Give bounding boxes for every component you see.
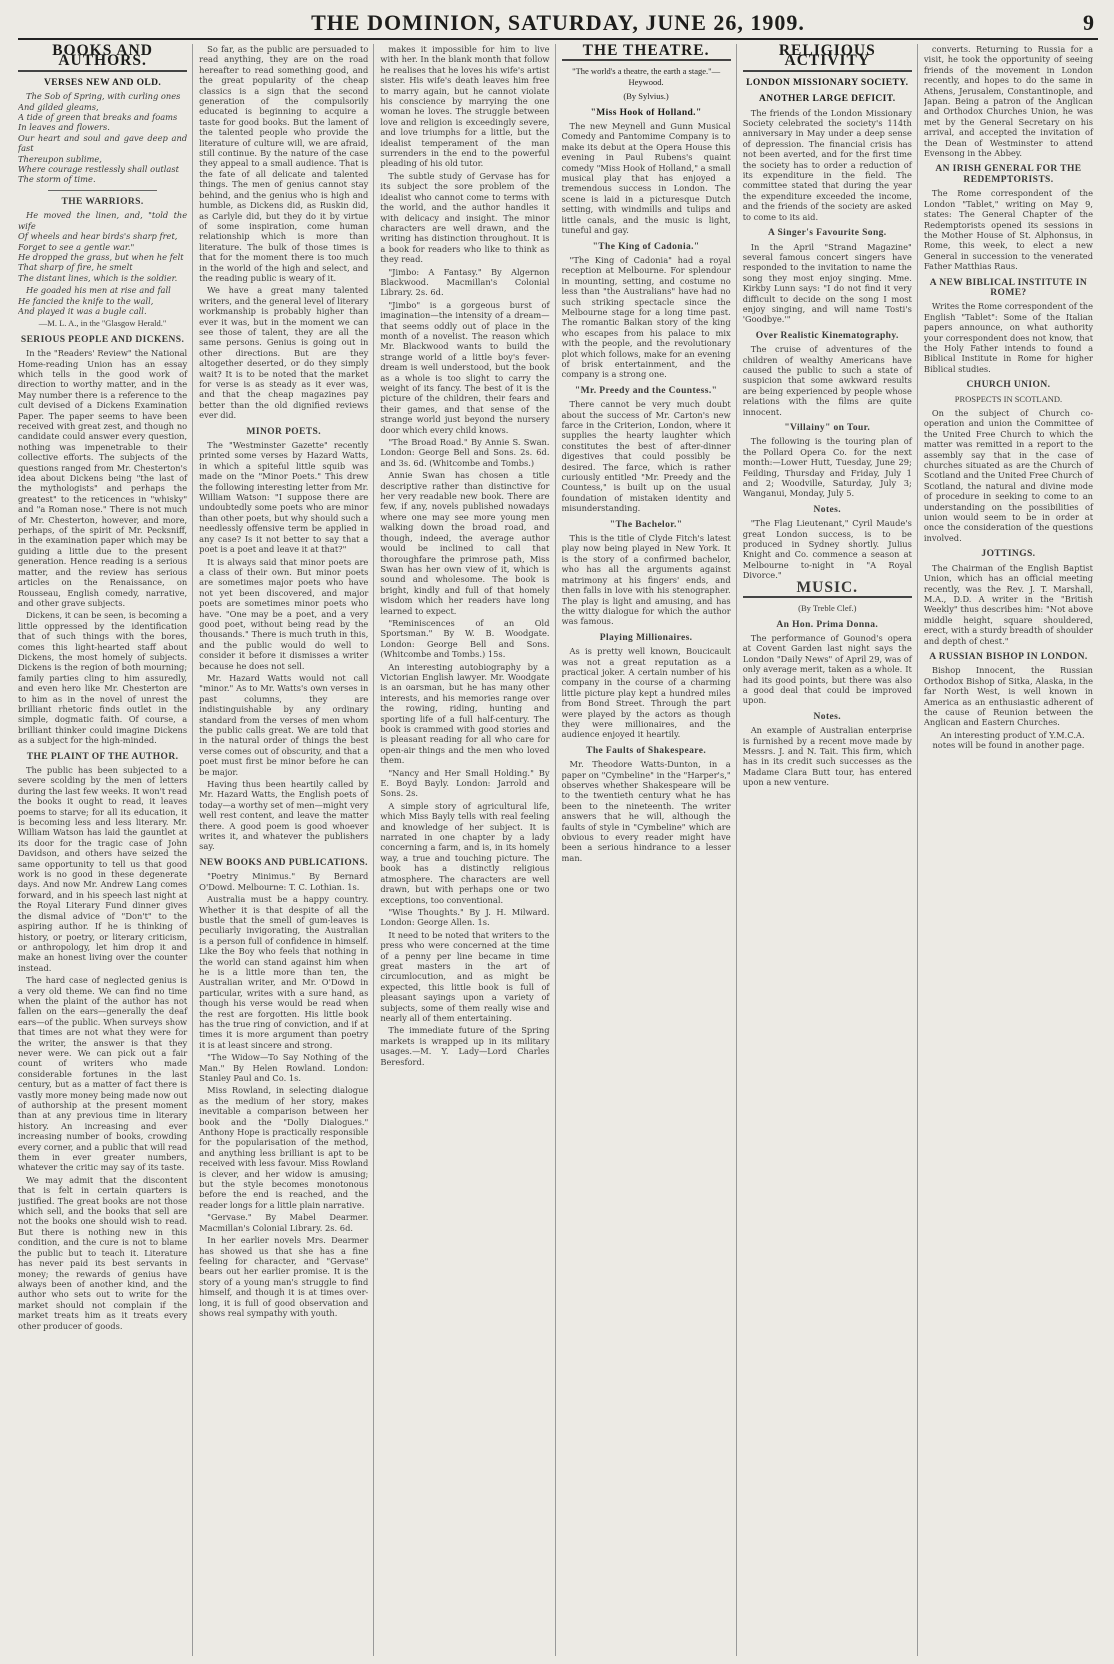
column-books-and-authors — [18, 44, 193, 1656]
theatre-byline: (By Sylvius.) — [623, 91, 669, 102]
columns — [18, 44, 1098, 1656]
music-byline: (By Treble Clef.) — [798, 603, 857, 614]
masthead-title: THE DOMINION, SATURDAY, JUNE 26, 1909. — [311, 10, 805, 35]
section-heading-books: BOOKS AND AUTHORS. — [18, 46, 187, 72]
page-number: 9 — [1083, 10, 1094, 35]
heading-prima-donna: An Hon. Prima Donna. — [776, 619, 879, 630]
article-body: So far, as the public are persuaded to read anything, they are on the road hereafter to read something good, and the great popularity of the cheap classics is a sign that the second generation of the compulsorily educated is beginning to acquire a taste for good books. But the lament of the talented people who provide the literature of culture will, we are afraid, still continue. By the nature of the case they appeal to a small audience. That is the fate of all delicate and talented things. The men of genius cannot stay behind, and the genius who is high and humble, as Dickens did, as Ruskin did, as Carlyle did, but they do it by virtue of some inspiration, come human relationship which is more than literature. The bulk of those times is that for the moment there is too much in the world of the high and select, and the reading public is weary of it. We have a great many talented writers, and the general level of literary workmanship is probably higher than ever it was, but in the moment we can see those of talent, they are all the same persons. Genius is going out in other directions. But are they altogether deserted, or do they simply wait? It is to be noted that the market for verse is as steady as it ever was, and that the cheap magazines pay better than the old dignified reviews ever did. MINOR POETS. The "Westminster Gazette" recently printed some verses by Hazard Watts, in which a spiteful little squib was made on the "Minor Poets." This drew the following interesting letter from Mr. William Watson: "I suppose there are undoubtedly some poets who are minor than other poets, but why should such a needlessly offensive term be applied in any case? Is it not better to say that a poet is a poet and leave it at that?" It is always said that minor poets are a class of their own. But minor poets are sometimes major poets who have not yet been discovered, and major poets are sometimes minor poets who have. "One may be a poet, and a very good poet, without being read by the thousands." There is much truth in this, and the public would do well to consider it before it dismisses a writer because he does not sell. Mr. Hazard Watts would not call "minor." As to Mr. Watts's own verses in past columns, they are indistinguishable by any ordinary standard from the verses of men whom the public calls great. We are told that in the natural order of things the best verse comes out of obscurity, and that a poet must first be minor before he can be major. Having thus been heartily called by Mr. Hazard Watts, the English poets of today—a worthy set of men—might very well rest content, and leave the matter there. A good poem is good whoever writes it, and whatever the publishers say. NEW BOOKS AND PUBLICATIONS. "Poetry Minimus." By Bernard O'Dowd. Melbourne: T. C. Lothian. 1s. Australia must be a happy country. Whether it is that despite of all the bustle that the smell of gum-leaves is peculiarly invigorating, the Australian is a person full of confidence in himself. Like the Boy who feels that nothing in the world can stand against him when he is a little more than ten, the Australian writer, and Mr. O'Dowd in particular, writes with a sure hand, as though his verse would be read when the rest are forgotten. His little book has the true ring of conviction, and if at times it is more argument than poetry it is at least sincere and strong. "The Widow—To Say Nothing of the Man." By Helen Rowland. London: Stanley Paul and Co. 1s. Miss Rowland, in selecting dialogue as the medium of her story, makes inevitable a comparison between her book and the "Dolly Dialogues." Anthony Hope is practically responsible for the popularisation of the method, and anything less brilliant is apt to be received with less favour. Miss Rowland is clever, and her widow is amusing; but the style becomes monotonous before the end is reached, and the reader longs for a little plain narrative. "Gervase." By Mabel Dearmer. Macmillan's Colonial Library. 2s. 6d. In her earlier novels Mrs. Dearmer has showed us that she has a fine feeling for character, and "Gervase" bears out her earlier promise. It is the story of a young man's struggle to find himself, and though it is at times over-long, it is full of good observation and shows real sympathy with youth. — [199, 44, 369, 1318]
masthead — [18, 8, 1098, 40]
heading-church-union: CHURCH UNION. — [966, 380, 1051, 391]
subheading-scotland: PROSPECTS IN SCOTLAND. — [954, 393, 1063, 404]
heading-jottings: JOTTINGS. — [981, 549, 1036, 560]
footer-note: An interesting product of Y.M.C.A. notes will be found in another page. — [932, 729, 1085, 751]
heading-biblical-institute: A NEW BIBLICAL INSTITUTE IN ROME? — [929, 277, 1088, 298]
heading-villainy-on-tour: "Villainy" on Tour. — [784, 423, 871, 433]
heading-mr-preedy: "Mr. Preedy and the Countess." — [574, 385, 718, 396]
article-body: converts. Returning to Russia for a visit, he took the opportunity of seeing friends of the movement in London recently, and hopes to do the same in Athens, Jerusalem, Constantinople, and Japan. Being a patron of the Anglican and Orthodox Churches Union, he was met by the General Secretary on his arrival, and accepted the invitation of the Dean of Westminster to attend Evensong in the Abbey. AN IRISH GENERAL FOR THE REDEMPTORISTS. The Rome correspondent of the London "Tablet," writing on May 9, states: The General Chapter of the Redemptorists opened its sessions in the Mother House of St. Alphonsus, in Rome, this week, to elect a new General in succession to the venerated Father Matthias Raus. A NEW BIBLICAL INSTITUTE IN ROME? Writes the Rome correspondent of the English "Tablet": Some of the Italian papers announce, on what authority your correspondent does not know, that the Holy Father intends to found a Biblical Institute in Rome for higher Biblical studies. CHURCH UNION. PROSPECTS IN SCOTLAND. On the subject of Church co-operation and union the Committee of the United Free Church to which the matter was remitted in a report to the assembly say that in the case of churches situated as are the Church of Scotland and the United Free Church of Scotland, the natural and divine mode of procedure in seeking to come to an understanding on the possibilities of union would seem to be in order at once the consideration of the questions involved. JOTTINGS. The Chairman of the English Baptist Union, which has an official meeting recently, was the Rev. J. T. Marshall, M.A., D.D. A writer in the "British Weekly" thus describes him: "Not above middle height, square shouldered, erect, with a sturdy breadth of shoulder and depth of chest." A RUSSIAN BISHOP IN LONDON. Bishop Innocent, the Russian Orthodox Bishop of Sitka, Alaska, in the far North West, is well known in America as an enthusiastic adherent of the cause of Reunion between the Anglican and Eastern Churches. An interesting product of Y.M.C.A. notes will be found in another page. — [923, 44, 1094, 751]
article-body: The friends of the London Missionary Society celebrated the society's 114th anniversary in May under a deep sense of depression. The financial crisis has not been averted, and for the first time the society has to order a reduction of its expenditure in the field. The committee stated that during the year the expenditure exceeded the income, and the friends of the society are asked to come to its aid. A Singer's Favourite Song. In the April "Strand Magazine" several famous concert singers have responded to the invitation to name the song they most enjoy singing. Mme. Kirkby Lunn says: "I do not find it very difficult to decide on the song I most enjoy singing, and will name Tosti's 'Goodbye.'" Over Realistic Kinematography. The cruise of adventures of the children of wealthy Americans have caused the public to such a state of suspicion that some awkward results are being experienced by people whose relations with the films are quite innocent. "Villainy" on Tour. The following is the touring plan of the Pollard Opera Co. for the next month:—Lower Hutt, Tuesday, June 29; Feilding, Thursday and Friday, July 1 and 2; Woodville, Saturday, July 3; Wanganui, Monday, July 5. Notes. "The Flag Lieutenant," Cyril Maude's great London success, is to be produced in Sydney shortly. Julius Knight and Co. commence a season at Melbourne to-night in "A Royal Divorce." MUSIC. (By Treble Clef.) An Hon. Prima Donna. The performance of Gounod's opera at Covent Garden last night says the London "Daily News" of April 29, was of only average merit, taken as a whole. It had its good points, but there was also a good deal that could be improved upon. Notes. An example of Australian enterprise is furnished by a recent move made by Messrs. J. and N. Tait. This firm, which has in its credit such successes as the Madame Clara Butt tour, has entered upon a new venture. — [742, 107, 912, 788]
section-heading-music: MUSIC. — [743, 583, 912, 598]
heading-king-of-cadonia: "The King of Cadonia." — [592, 241, 700, 252]
column-church-union — [924, 44, 1098, 1656]
section-heading-theatre: THE THEATRE. — [562, 46, 731, 61]
heading-bachelor: "The Bachelor." — [609, 519, 683, 530]
poem-credit: —M. L. A., in the "Glasgow Herald." — [38, 318, 167, 329]
column-theatre — [562, 44, 737, 1656]
heading-faults-of-shakespeare: The Faults of Shakespeare. — [586, 745, 707, 756]
column-minor-poets — [199, 44, 374, 1656]
article-body: makes it impossible for him to live with her. In the blank month that follow he realises that he loves his wife's artist sister. His wife's death leaves him free to marry again, but he cannot violate his conscience by marrying the one woman he loves. The struggle between love and religion is exceedingly severe, and love triumphs for a little, but the idealist temperament of the man surrenders in the end to the powerful pleading of his old tutor. The subtle study of Gervase has for its subject the sore problem of the idealist who cannot come to terms with the world, and the author handles it with delicacy and insight. The minor characters are well drawn, and the writing has distinction throughout. It is a book for readers who like to think as they read. "Jimbo: A Fantasy." By Algernon Blackwood. Macmillan's Colonial Library. 2s. 6d. "Jimbo" is a gorgeous burst of imagination—the intensity of a dream—that seems oddly out of place in the month of a novelist. The reason which Mr. Blackwood wants to build the strange world of a little boy's fever-dream is well understood, but the book as a whole is too slight to carry the weight of its fancy. The best of it is the picture of the children, their fears and their games, and that sense of the strange world just beyond the nursery door which every child knows. "The Broad Road." By Annie S. Swan. London: George Bell and Sons. 2s. 6d. and 3s. 6d. (Whitcombe and Tombs.) Annie Swan has chosen a title descriptive rather than distinctive for her very readable new book. There are few, if any, novels published nowadays where one may see more young men walking down the broad road, and though, indeed, the average author would be inclined to call that thoroughfare the primrose path, Miss Swan has her own view of it, which is sound and wholesome. The book is bright, kindly and full of that homely wisdom which her readers have long learned to expect. "Reminiscences of an Old Sportsman." By W. B. Woodgate. London: George Bell and Sons. (Whitcombe and Tombs.) 15s. An interesting autobiography by a Victorian English lawyer. Mr. Woodgate is an oarsman, but he has many other interests, and his memories range over the rowing, riding, hunting and sporting life of a full half-century. The book is crammed with good stories and is pleasant reading for all who care for open-air things and the men who loved them. "Nancy and Her Small Holding." By E. Boyd Bayly. London: Jarrold and Sons. 2s. A simple story of agricultural life, which Miss Bayly tells with real feeling and knowledge of her subject. It is narrated in one chapter by a lady concerning a farm, and is, in its homely way, a true and touching picture. The book has a distinctly religious atmosphere. The characters are well drawn, but with perhaps one or two exceptions, too conventional. "Wise Thoughts." By J. H. Milward. London: George Allen. 1s. It need to be noted that writers to the press who were concerned at the time of a penny per line became in time great masters in the art of circumlocution, and as might be expected, this little book is full of pleasant sayings upon a variety of subjects, some of them really wise and nearly all of them entertaining. The immediate future of the Spring markets is wrapped up in its military usages.—M. Y. Lady—Lord Charles Beresford. — [380, 44, 550, 1067]
heading-kinematography: Over Realistic Kinematography. — [755, 330, 899, 341]
heading-deficit: ANOTHER LARGE DEFICIT. — [758, 94, 896, 105]
heading-plaint: THE PLAINT OF THE AUTHOR. — [26, 751, 179, 762]
heading-irish-general: AN IRISH GENERAL FOR THE REDEMPTORISTS. — [935, 164, 1082, 185]
heading-warriors: THE WARRIORS. — [61, 196, 144, 207]
article-body: The new Meynell and Gunn Musical Comedy and Pantomime Company is to make its debut at the Opera House this evening in Paul Rubens's quaint comedy "Miss Hook of Holland," a small musical play that has enjoyed a tremendous success in London. The scene is laid in a picturesque Dutch setting, with windmills and tulips and little canals, and the music is light, tuneful and gay. "The King of Cadonia." "The King of Cadonia" had a royal reception at Melbourne. For splendour in mounting, setting, and costume no less than "the Australians" have had no such striking spectacle since the Melbourne stage for a long time past. The romantic Balkan story of the king who escapes from his palace to mix with the people, and the revolutionary plot which follows, make for an evening of brisk entertainment, and the company is a strong one. "Mr. Preedy and the Countess." There cannot be very much doubt about the success of Mr. Carton's new farce in the Criterion, London, where it supplies the hearty laughter which constitutes the best of after-dinner digestives that could possibly be desired. The farce, which is rather curiously entitled "Mr. Preedy and the Countess," is built up on the usual foundation of mistaken identity and misunderstanding. "The Bachelor." This is the title of Clyde Fitch's latest play now being played in New York. It is the story of a confirmed bachelor, who has all the arguments against matrimony at his fingers' ends, and then falls in love with his stenographer. The play is light and amusing, and has the witty dialogue for which the author was famous. Playing Millionaires. As is pretty well known, Boucicault was not a great reputation as a practical joker. A certain number of his company in the course of a charming little picture play kept a hundred miles from Bond Street. Through the part were played by the actors as though they were millionaires, and the audience enjoyed it heartily. The Faults of Shakespeare. Mr. Theodore Watts-Dunton, in a paper on "Cymbeline" in the "Harper's," observes whether Shakespeare will be to the twentieth century what he has been to the nineteenth. The writer answers that he will, although the faults of style in "Cymbeline" which are obvious to every reader might have been a serious hindrance to a lesser man. — [561, 121, 731, 863]
column-reviews — [380, 44, 555, 1656]
heading-minor-poets: MINOR POETS. — [246, 426, 321, 437]
article-body: The Sob of Spring, with curling ones And gilded gleams, A tide of green that breaks and foams In leaves and flowers. Our heart and soul and gave deep and fast Thereupon sublime, Where courage restlessly shall outlast The storm of time. THE WARRIORS. He moved the linen, and, "told the wife Of wheels and hear birds's sharp fret, Forget to see a gentle war." He dropped the grass, but when he felt That sharp of fire, he smelt The distant lines, which is the soldier. He goaded his men at rise and fall He fancied the knife to the wall, And played it was a bugle call. —M. L. A., in the "Glasgow Herald." SERIOUS PEOPLE AND DICKENS. In the "Readers' Review" the National Home-reading Union has an essay which tells in the good work of direction to worthy matter, and in the May number there is a reference to the cult devised of a Dickens Examination Paper. The paper seems to have been received with great zest, and though no candidate could answer every question, nothing was impenetrable to their collective efforts. The subjects of the questions ranged from Mr. Chesterton's idea about Dickens being "the last of the mythologists" and perhaps the greatest" to the reticences in "whisky" and "a Roman nose." There is not much of Mr. Chesterton, however, and more, perhaps, of the spirit of Mr. Pecksniff, in the examination paper which may be guiding a little due to the present generation. Hence reading is a serious matter, and the review has serious articles on the Renaissance, on Rousseau, English comedy, narrative, and other grave subjects. Dickens, it can be seen, is becoming a little oppressed by the identification that of such things with the bores, comes this light-hearted staff about Dickens, the most homely of subjects. Dickens is the region of both mourning; family parties cling to him assuredly, and even hero like Mr. Chesterton are to him as in the novel of unrest the brilliant rhetoric finds outlet in the simple, dogmatic faith. Of course, a brilliant thinker could imagine Dickens as a subject for the high-minded. THE PLAINT OF THE AUTHOR. The public has been subjected to a severe scolding by the men of letters during the last few weeks. It won't read the books it ought to read, it leaves poems to starve; for all its education, it is becoming less and less literary. Mr. William Watson has laid the gauntlet at its door for the tragic case of John Davidson, and others have seized the same opportunity to tell us that good work is no good in these degenerate days. And now Mr. Andrew Lang comes forward, and in his speech last night at the Royal Literary Fund dinner gives the dismal advice of "Don't" to the aspiring author. If he is thinking of history, or poetry, or literary criticism, or anthropology, let him drop it and make an honest living over the counter instead. The hard case of neglected genius is a very old theme. We can find no time when the plaint of the author has not fallen on the ears—generally the deaf ears—of the public. When surveys show that times are not what they were for the writer, the answer is that they never were. We can pick out a fair count of writers who made considerable fortunes in the last century, but as a matter of fact there is vastly more money being made now out of authorship at the present moment than at any previous time in literary history. An increasing and ever increasing number of books, crowding every corner, and a public that will read them in ever greater numbers, whatever the critic may say of its taste. We may admit that the discontent that is felt in certain quarters is justified. The great books are not those which sell, and the books that sell are not the books one should wish to read. But there is nothing new in this condition, and the cure is not to blame the public but to teach it. Literature has never paid its best servants in money; the rewards of genius have always been of another kind, and the author who sets out to write for the market should not complain if the market treats him as it treats every other producer of goods. — [18, 91, 188, 1331]
heading-new-books: NEW BOOKS AND PUBLICATIONS. — [199, 857, 368, 868]
heading-lms: LONDON MISSIONARY SOCIETY. — [746, 77, 909, 88]
heading-playing-millionaires: Playing Millionaires. — [599, 632, 693, 643]
heading-dickens: SERIOUS PEOPLE AND DICKENS. — [20, 334, 185, 345]
heading-russian-bishop: A RUSSIAN BISHOP IN LONDON. — [929, 651, 1088, 662]
heading-verses: VERSES NEW AND OLD. — [43, 77, 162, 88]
heading-miss-hook: "Miss Hook of Holland." — [590, 107, 702, 118]
heading-music-notes: Notes. — [813, 711, 841, 722]
column-religious-activity — [743, 44, 918, 1656]
heading-notes: Notes. — [813, 504, 841, 515]
heading-singers-song: A Singer's Favourite Song. — [767, 228, 887, 239]
theatre-epigraph: "The world's a theatre, the earth a stage."—Heywood. — [572, 66, 721, 87]
section-heading-religious: RELIGIOUS ACTIVITY — [743, 46, 912, 72]
